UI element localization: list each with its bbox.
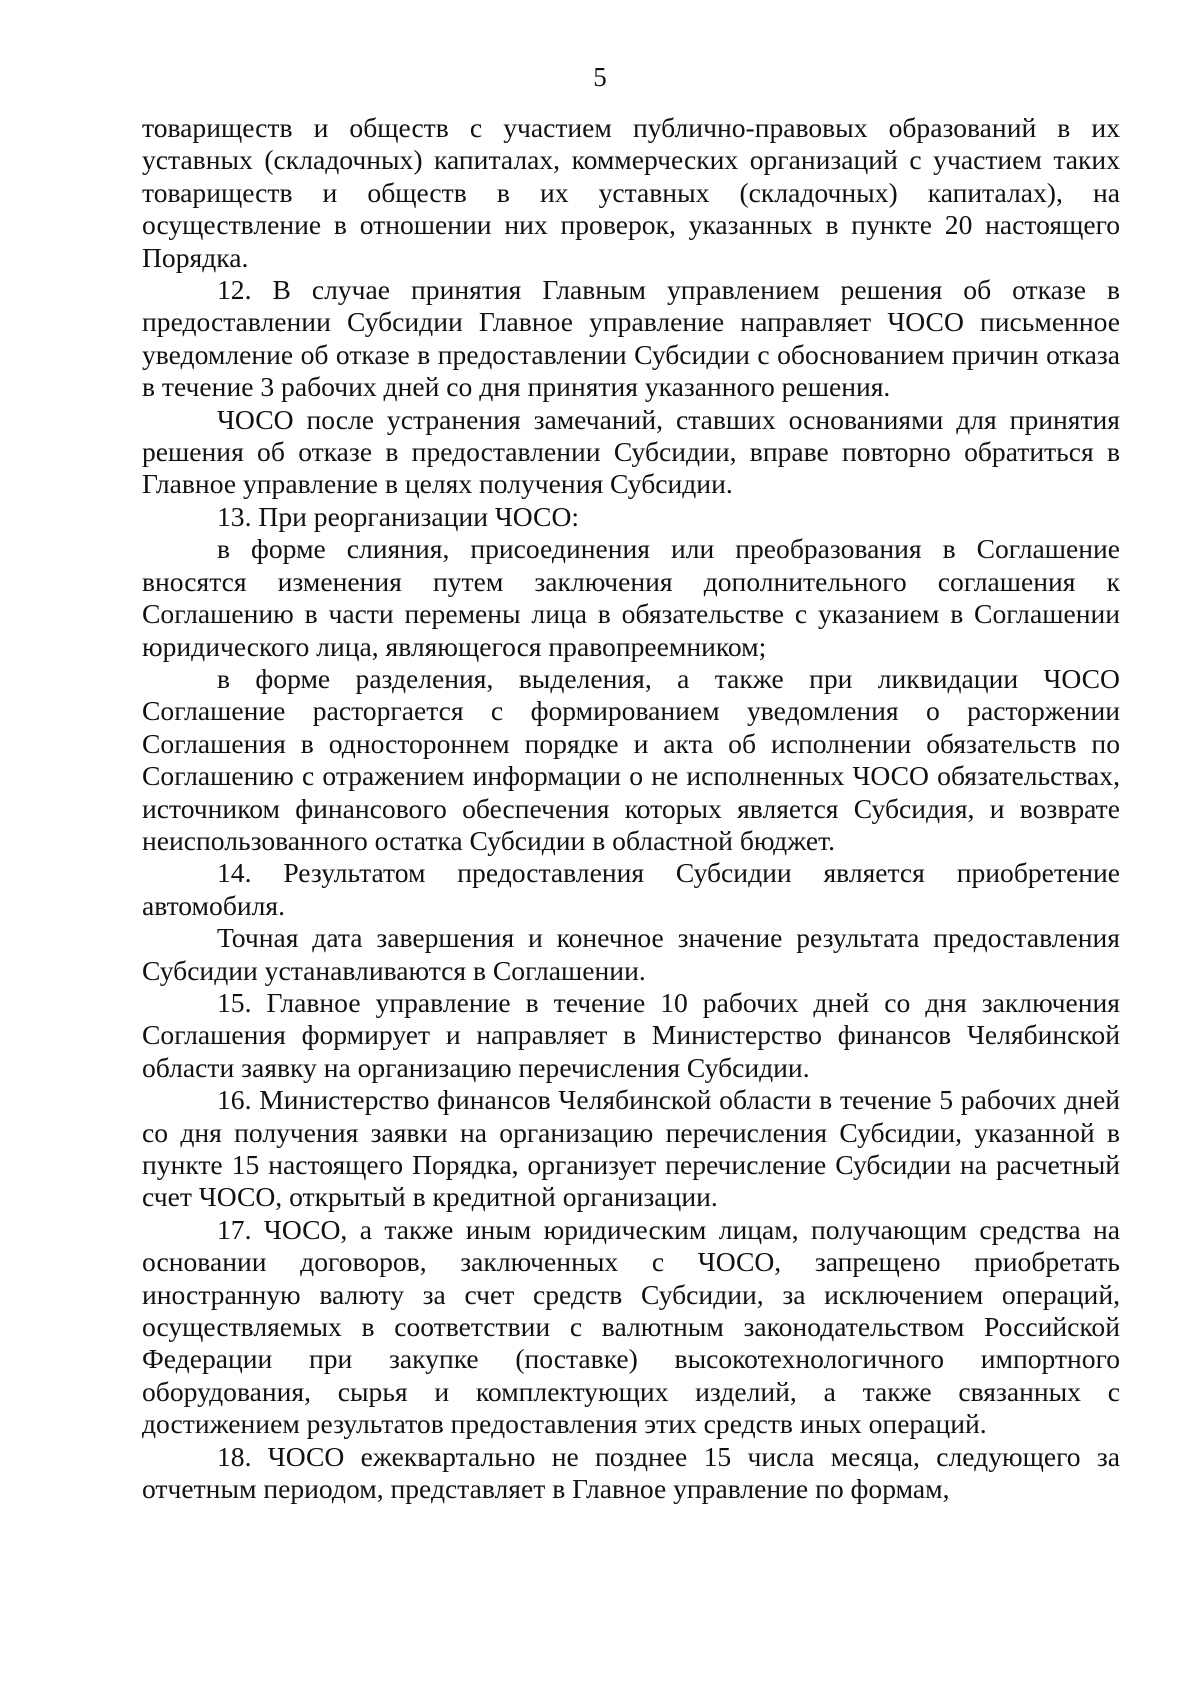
paragraph-item-12: 12. В случае принятия Главным управлением решения об отказе в предоставлении Субсидии Главное управление направляет ЧОСО письменное уведомление об отказе в предоставлении Субсидии с обоснованием причин отказа в течение 3 рабочих дней со дня принятия указанного решения. [142,274,1120,403]
paragraph-item-17: 17. ЧОСО, а также иным юридическим лицам, получающим средства на основании договоров, заключенных с ЧОСО, запрещено приобретать иностранную валюту за счет средств Субсидии, за исключением операций, осуществляемых в соответствии с валютным законодательством Российской Федерации при закупке (поставке) высокотехнологичного импортного оборудования, сырья и комплектующих изделий, а также связанных с достижением результатов предоставления этих средств иных операций. [142,1213,1120,1440]
document-body [142,112,1120,1505]
paragraph-item-13: 13. При реорганизации ЧОСО: [217,500,580,532]
paragraph-reapply: ЧОСО после устранения замечаний, ставших основаниями для принятия решения об отказе в предоставлении Субсидии, вправе повторно обратиться в Главное управление в целях получения Субсидии. [142,403,1120,500]
paragraph-continuation: товариществ и обществ с участием публично-правовых образований в их уставных (складочных) капиталах, коммерческих организаций с участием таких товариществ и обществ в их уставных (складочных) капиталах), на осуществление в отношении них проверок, указанных в пункте 20 настоящего Порядка. [142,112,1120,273]
paragraph-item-16: 16. Министерство финансов Челябинской области в течение 5 рабочих дней со дня получения заявки на организацию перечисления Субсидии, указанной в пункте 15 настоящего Порядка, организует перечисление Субсидии на расчетный счет ЧОСО, открытый в кредитной организации. [142,1084,1120,1213]
paragraph-merger: в форме слияния, присоединения или преобразования в Соглашение вносятся изменения путем заключения дополнительного соглашения к Соглашению в части перемены лица в обязательстве с указанием в Соглашении юридического лица, являющегося правопреемником; [142,533,1120,662]
paragraph-item-14: 14. Результатом предоставления Субсидии является приобретение автомобиля. [142,857,1120,921]
page-number: 5 [593,62,607,92]
paragraph-result-date: Точная дата завершения и конечное значение результата предоставления Субсидии устанавливаются в Соглашении. [142,922,1120,986]
paragraph-division: в форме разделения, выделения, а также при ликвидации ЧОСО Соглашение расторгается с формированием уведомления о расторжении Соглашения в одностороннем порядке и акта об исполнении обязательств по Соглашению с отражением информации о не исполненных ЧОСО обязательствах, источником финансового обеспечения которых является Субсидия, и возврате неиспользованного остатка Субсидии в областной бюджет. [142,662,1120,856]
paragraph-item-15: 15. Главное управление в течение 10 рабочих дней со дня заключения Соглашения формирует и направляет в Министерство финансов Челябинской области заявку на организацию перечисления Субсидии. [142,986,1120,1083]
paragraph-item-18: 18. ЧОСО ежеквартально не позднее 15 числа месяца, следующего за отчетным периодом, представляет в Главное управление по формам, [142,1440,1120,1505]
